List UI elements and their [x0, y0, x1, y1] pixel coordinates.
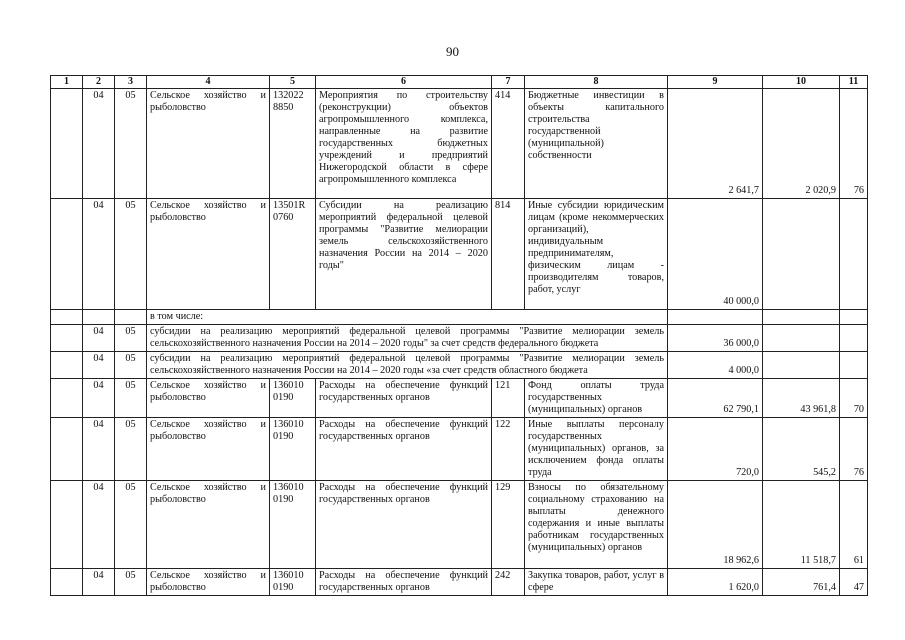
cell-amount-actual: 43 961,8 [763, 379, 840, 418]
col-header: 4 [147, 76, 270, 89]
cell-expense-name: Иные выплаты персоналу государственных (муниципальных) органов, за исключением фонда оплаты труда [525, 418, 668, 481]
cell-target-code: 136010 0190 [270, 379, 316, 418]
cell-c1 [51, 199, 83, 310]
cell-empty [115, 310, 147, 325]
table-row [51, 379, 868, 418]
cell-percent [840, 199, 868, 310]
cell-amount-plan: 18 962,6 [668, 481, 763, 569]
cell-section: 04 [83, 569, 115, 596]
cell-amount-plan: 720,0 [668, 418, 763, 481]
cell-target-code: 136010 0190 [270, 418, 316, 481]
cell-c1 [51, 310, 83, 325]
including-label: в том числе: [147, 310, 668, 325]
col-header: 10 [763, 76, 840, 89]
col-header: 9 [668, 76, 763, 89]
col-header: 1 [51, 76, 83, 89]
cell-percent: 61 [840, 481, 868, 569]
cell-empty [668, 310, 763, 325]
cell-description: Расходы на обеспечение функций государственных органов [316, 418, 492, 481]
table-row [51, 325, 868, 352]
page-number: 90 [446, 44, 459, 59]
cell-amount-plan: 4 000,0 [668, 352, 763, 379]
col-header: 8 [525, 76, 668, 89]
cell-section: 04 [83, 199, 115, 310]
cell-expense-type: 814 [492, 199, 525, 310]
header-row [51, 76, 868, 89]
cell-subsection: 05 [115, 89, 147, 199]
cell-section: 04 [83, 379, 115, 418]
cell-description: Расходы на обеспечение функций государственных органов [316, 481, 492, 569]
table-row [51, 418, 868, 481]
cell-amount-plan: 62 790,1 [668, 379, 763, 418]
cell-section: 04 [83, 481, 115, 569]
cell-amount-plan: 2 641,7 [668, 89, 763, 199]
col-header: 5 [270, 76, 316, 89]
cell-target-code: 136010 0190 [270, 481, 316, 569]
cell-expense-type: 121 [492, 379, 525, 418]
cell-expense-type: 122 [492, 418, 525, 481]
col-header: 3 [115, 76, 147, 89]
cell-subsection: 05 [115, 569, 147, 596]
cell-target-code: 136010 0190 [270, 569, 316, 596]
cell-target-code: 132022 8850 [270, 89, 316, 199]
cell-percent: 47 [840, 569, 868, 596]
cell-c1 [51, 352, 83, 379]
cell-c1 [51, 325, 83, 352]
cell-empty [840, 325, 868, 352]
cell-description: Расходы на обеспечение функций государственных органов [316, 569, 492, 596]
cell-name: Сельское хозяйство и рыболовство [147, 89, 270, 199]
cell-c1 [51, 418, 83, 481]
cell-subsection: 05 [115, 379, 147, 418]
cell-expense-name: Фонд оплаты труда государственных (муниципальных) органов [525, 379, 668, 418]
cell-expense-name: Взносы по обязательному социальному страхованию на выплаты денежного содержания и иные выплаты работникам государственных (муниципальных) органов [525, 481, 668, 569]
cell-percent: 76 [840, 418, 868, 481]
col-header: 7 [492, 76, 525, 89]
cell-c1 [51, 481, 83, 569]
cell-empty [840, 352, 868, 379]
cell-expense-type: 414 [492, 89, 525, 199]
cell-amount-plan: 1 620,0 [668, 569, 763, 596]
cell-section: 04 [83, 418, 115, 481]
cell-name: Сельское хозяйство и рыболовство [147, 379, 270, 418]
cell-amount-actual: 11 518,7 [763, 481, 840, 569]
cell-subsection: 05 [115, 325, 147, 352]
cell-section: 04 [83, 325, 115, 352]
cell-section: 04 [83, 89, 115, 199]
cell-name: Сельское хозяйство и рыболовство [147, 199, 270, 310]
cell-subsection: 05 [115, 352, 147, 379]
cell-subsection: 05 [115, 418, 147, 481]
cell-expense-name: Иные субсидии юридическим лицам (кроме некоммерческих организаций), индивидуальным предпринимателям, физическим лицам - производителям товаров, работ, услуг [525, 199, 668, 310]
cell-subsidy-detail: субсидии на реализацию мероприятий федеральной целевой программы "Развитие мелиорации земель сельскохозяйственного назначения России на 2014 – 2020 годы «за счет средств областного бюджета [147, 352, 668, 379]
cell-target-code: 13501R 0760 [270, 199, 316, 310]
cell-description: Мероприятия по строительству (реконструкции) объектов агропромышленного комплекса, направленные на развитие государственных бюджетных учреждений и предприятий Нижегородской области в сфере агропромышленного комплекса [316, 89, 492, 199]
cell-subsidy-detail: субсидии на реализацию мероприятий федеральной целевой программы "Развитие мелиорации земель сельскохозяйственного назначения России на 2014 – 2020 годы" за счет средств федерального бюджета [147, 325, 668, 352]
col-header: 11 [840, 76, 868, 89]
cell-name: Сельское хозяйство и рыболовство [147, 569, 270, 596]
cell-description: Расходы на обеспечение функций государственных органов [316, 379, 492, 418]
cell-empty [763, 352, 840, 379]
cell-percent: 76 [840, 89, 868, 199]
budget-table [50, 75, 868, 596]
cell-amount-actual: 2 020,9 [763, 89, 840, 199]
col-header: 2 [83, 76, 115, 89]
cell-percent: 70 [840, 379, 868, 418]
cell-amount-actual: 761,4 [763, 569, 840, 596]
cell-section: 04 [83, 352, 115, 379]
table-row [51, 310, 868, 325]
cell-amount-actual [763, 199, 840, 310]
cell-empty [83, 310, 115, 325]
cell-empty [840, 310, 868, 325]
table-row [51, 199, 868, 310]
cell-description: Субсидии на реализацию мероприятий федеральной целевой программы "Развитие мелиорации земель сельскохозяйственного назначения России на 2014 – 2020 годы" [316, 199, 492, 310]
cell-name: Сельское хозяйство и рыболовство [147, 418, 270, 481]
col-header: 6 [316, 76, 492, 89]
cell-expense-type: 129 [492, 481, 525, 569]
table-row [51, 352, 868, 379]
cell-subsection: 05 [115, 199, 147, 310]
cell-c1 [51, 569, 83, 596]
cell-expense-type: 242 [492, 569, 525, 596]
table-row [51, 481, 868, 569]
table-body [51, 76, 868, 596]
cell-amount-plan: 40 000,0 [668, 199, 763, 310]
cell-empty [763, 310, 840, 325]
cell-c1 [51, 89, 83, 199]
cell-subsection: 05 [115, 481, 147, 569]
cell-name: Сельское хозяйство и рыболовство [147, 481, 270, 569]
cell-amount-plan: 36 000,0 [668, 325, 763, 352]
table-row [51, 569, 868, 596]
table-row [51, 89, 868, 199]
cell-expense-name: Бюджетные инвестиции в объекты капитального строительства государственной (муниципальной) собственности [525, 89, 668, 199]
cell-empty [763, 325, 840, 352]
cell-expense-name: Закупка товаров, работ, услуг в сфере [525, 569, 668, 596]
cell-amount-actual: 545,2 [763, 418, 840, 481]
cell-c1 [51, 379, 83, 418]
